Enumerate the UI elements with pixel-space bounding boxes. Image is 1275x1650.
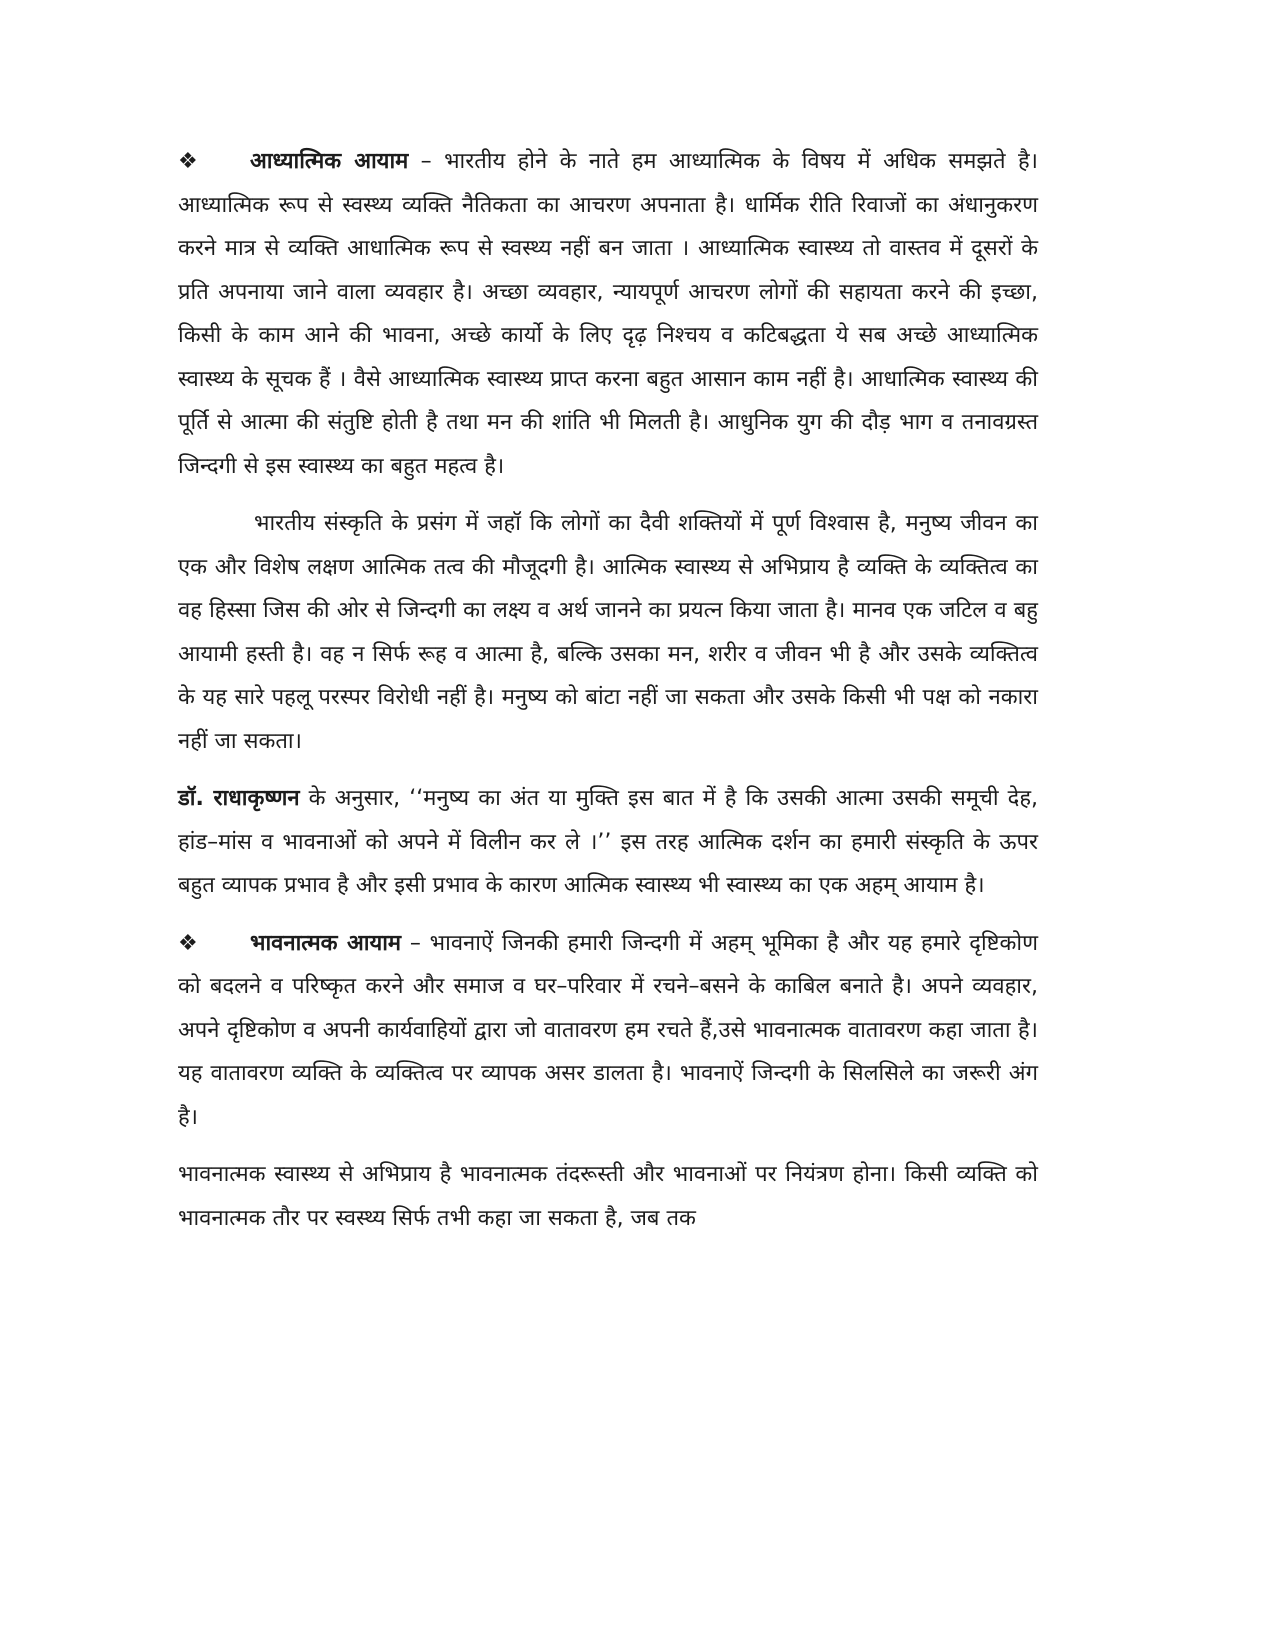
emotional-dimension-paragraph <box>178 922 1038 1140</box>
culture-paragraph: भारतीय संस्कृति के प्रसंग में जहॉ कि लोगों का दैवी शक्तियों में पूर्ण विश्वास है, मनुष्य जीवन का एक और विशेष लक्षण आत्मिक तत्व की मौजूदगी है। आत्मिक स्वास्थ्य से अभिप्राय है व्यक्ति के व्यक्तित्व का वह हिस्सा जिस की ओर से जिन्दगी का लक्ष्य व अर्थ जानने का प्रयत्न किया जाता है। मानव एक जटिल व बहु आयामी हस्ती है। वह न सिर्फ रूह व आत्मा है, बल्कि उसका मन, शरीर व जीवन भी है और उसके व्यक्तित्व के यह सारे पहलू परस्पर विरोधी नहीं है। मनुष्य को बांटा नहीं जा सकता और उसके किसी भी पक्ष को नकारा नहीं जा सकता। <box>178 511 1038 754</box>
document-body <box>178 140 1038 1240</box>
diamond-bullet-icon: ❖ <box>178 149 198 174</box>
spiritual-dimension-text: – भारतीय होने के नाते हम आध्यात्मिक के विषय में अधिक समझते है। आध्यात्मिक रूप से स्वस्थ्य व्यक्ति नैतिकता का आचरण अपनाता है। धार्मिक रीति रिवाजों का अंधानुकरण करने मात्र से व्यक्ति आधात्मिक रूप से स्वस्थ्य नहीं बन जाता । आध्यात्मिक स्वास्थ्य तो वास्तव में दूसरों के प्रति अपनाया जाने वाला व्यवहार है। अच्छा व्यवहार, न्यायपूर्ण आचरण लोगों की सहायता करने की इच्छा, किसी के काम आने की भावना, अच्छे कार्यो के लिए दृढ़ निश्चय व कटिबद्धता ये सब अच्छे आध्यात्मिक स्वास्थ्य के सूचक हैं । वैसे आध्यात्मिक स्वास्थ्य प्राप्त करना बहुत आसान काम नहीं है। आधात्मिक स्वास्थ्य की पूर्ति से आत्मा की संतुष्टि होती है तथा मन की शांति भी मिलती है। आधुनिक युग की दौड़ भाग व तनावग्रस्त जिन्दगी से इस स्वास्थ्य का बहुत महत्व है। <box>178 149 1038 479</box>
emotional-dimension-text: – भावनाऐं जिनकी हमारी जिन्दगी में अहम् भूमिका है और यह हमारे दृष्टिकोण को बदलने व परिष्कृत करने और समाज व घर–परिवार में रचने–बसने के काबिल बनाते है। अपने व्यवहार, अपने दृष्टिकोण व अपनी कार्यवाहियों द्वारा जो वातावरण हम रचते हैं,उसे भावनात्मक वातावरण कहा जाता है। यह वातावरण व्यक्ति के व्यक्तित्व पर व्यापक असर डालता है। भावनाऐं जिन्दगी के सिलसिले का जरूरी अंग है। <box>178 930 1038 1130</box>
spiritual-dimension-paragraph <box>178 140 1038 488</box>
quote-text: के अनुसार, ‘‘मनुष्य का अंत या मुक्ति इस बात में है कि उसकी आत्मा उसकी समूची देह, हांड–मांस व भावनाओं को अपने में विलीन कर ले ।’’ इस तरह आत्मिक दर्शन का हमारी संस्कृति के ऊपर बहुत व्यापक प्रभाव है और इसी प्रभाव के कारण आत्मिक स्वास्थ्य भी स्वास्थ्य का एक अहम् आयाम है। <box>178 786 1038 898</box>
spiritual-dimension-term: आध्यात्मिक आयाम <box>250 149 409 174</box>
radhakrishnan-quote-paragraph <box>178 777 1038 908</box>
emotional-dimension-term: भावनात्मक आयाम <box>250 930 402 956</box>
emotional-health-paragraph: भावनात्मक स्वास्थ्य से अभिप्राय है भावनात्मक तंदरूस्ती और भावनाओं पर नियंत्रण होना। किसी व्यक्ति को भावनात्मक तौर पर स्वस्थ्य सिर्फ तभी कहा जा सकता है, जब तक <box>178 1162 1038 1231</box>
diamond-bullet-icon: ❖ <box>178 930 198 956</box>
author-name: डॉ. राधाकृष्णन <box>178 786 300 811</box>
